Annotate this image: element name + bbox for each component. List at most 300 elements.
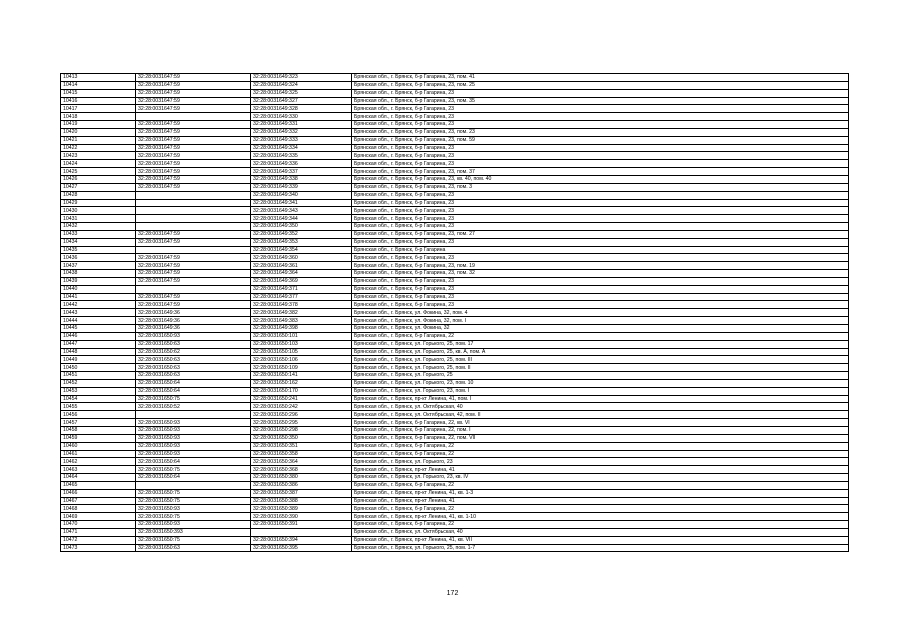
parcel-number-cell: 32:28:0031647:59 xyxy=(136,175,251,183)
address-cell: Брянская обл., г. Брянск, ул. Горького, 25, пом. 1-7 xyxy=(352,544,849,552)
object-number-cell: 32:28:0031649:360 xyxy=(251,254,352,262)
object-number-cell: 32:28:0031649:334 xyxy=(251,144,352,152)
row-number-cell: 10454 xyxy=(61,395,136,403)
table-row xyxy=(61,183,849,191)
row-number-cell: 10439 xyxy=(61,277,136,285)
address-cell: Брянская обл., г. Брянск, б-р Гагарина, 22 xyxy=(352,442,849,450)
row-number-cell: 10437 xyxy=(61,262,136,270)
address-cell: Брянская обл., г. Брянск, б-р Гагарина, 23 xyxy=(352,144,849,152)
address-cell: Брянская обл., г. Брянск, б-р Гагарина, 23 xyxy=(352,191,849,199)
object-number-cell: 32:28:0031650:242 xyxy=(251,403,352,411)
parcel-number-cell: 32:28:0031647:59 xyxy=(136,254,251,262)
address-cell: Брянская обл., г. Брянск, б-р Гагарина, 23 xyxy=(352,254,849,262)
table-row xyxy=(61,160,849,168)
parcel-number-cell: 32:28:0031650:63 xyxy=(136,356,251,364)
parcel-number-cell: 32:28:0031650:93 xyxy=(136,419,251,427)
page-number: 172 xyxy=(446,590,459,597)
table-row xyxy=(61,332,849,340)
row-number-cell: 10419 xyxy=(61,121,136,129)
parcel-number-cell: 32:28:0031647:59 xyxy=(136,105,251,113)
row-number-cell: 10453 xyxy=(61,387,136,395)
object-number-cell: 32:28:0031649:331 xyxy=(251,121,352,129)
parcel-number-cell: 32:28:0031650:75 xyxy=(136,497,251,505)
address-cell: Брянская обл., г. Брянск, б-р Гагарина, 23, пом. 19 xyxy=(352,262,849,270)
records-table-body xyxy=(61,74,849,552)
row-number-cell: 10464 xyxy=(61,474,136,482)
parcel-number-cell: 32:28:0031650:64 xyxy=(136,474,251,482)
address-cell: Брянская обл., г. Брянск, ул. Горького, 23, пом. 10 xyxy=(352,379,849,387)
parcel-number-cell: 32:28:0031647:59 xyxy=(136,144,251,152)
object-number-cell: 32:28:0031649:335 xyxy=(251,152,352,160)
row-number-cell: 10449 xyxy=(61,356,136,364)
row-number-cell: 10417 xyxy=(61,105,136,113)
parcel-number-cell: 32:28:0031650:63 xyxy=(136,340,251,348)
object-number-cell: 32:28:0031649:344 xyxy=(251,215,352,223)
address-cell: Брянская обл., г. Брянск, ул. Фокина, 32, пом. I xyxy=(352,317,849,325)
object-number-cell: 32:28:0031649:361 xyxy=(251,262,352,270)
table-row xyxy=(61,215,849,223)
parcel-number-cell: 32:28:0031650:75 xyxy=(136,395,251,403)
address-cell: Брянская обл., г. Брянск, ул. Октябрьская, 40 xyxy=(352,528,849,536)
address-cell: Брянская обл., г. Брянск, б-р Гагарина, 23 xyxy=(352,301,849,309)
parcel-number-cell: 32:28:0031650:93 xyxy=(136,434,251,442)
object-number-cell: 32:28:0031649:377 xyxy=(251,293,352,301)
table-row xyxy=(61,277,849,285)
object-number-cell: 32:28:0031649:364 xyxy=(251,270,352,278)
parcel-number-cell xyxy=(136,191,251,199)
parcel-number-cell: 32:28:0031647:59 xyxy=(136,230,251,238)
row-number-cell: 10447 xyxy=(61,340,136,348)
parcel-number-cell: 32:28:0031647:59 xyxy=(136,89,251,97)
object-number-cell: 32:28:0031650:162 xyxy=(251,379,352,387)
address-cell: Брянская обл., г. Брянск, б-р Гагарина, 23, кв. 40, пом. 40 xyxy=(352,175,849,183)
address-cell: Брянская обл., г. Брянск, б-р Гагарина, 23, пом. 59 xyxy=(352,136,849,144)
object-number-cell: 32:28:0031650:394 xyxy=(251,536,352,544)
address-cell: Брянская обл., г. Брянск, б-р Гагарина, 22 xyxy=(352,481,849,489)
object-number-cell: 32:28:0031650:364 xyxy=(251,458,352,466)
table-row xyxy=(61,481,849,489)
row-number-cell: 10467 xyxy=(61,497,136,505)
parcel-number-cell: 32:28:0031647:59 xyxy=(136,293,251,301)
parcel-number-cell xyxy=(136,223,251,231)
object-number-cell: 32:28:0031649:398 xyxy=(251,325,352,333)
parcel-number-cell: 32:28:0031650:75 xyxy=(136,489,251,497)
table-row xyxy=(61,426,849,434)
parcel-number-cell: 32:28:0031650:93 xyxy=(136,505,251,513)
object-number-cell: 32:28:0031649:352 xyxy=(251,230,352,238)
parcel-number-cell: 32:28:0031647:59 xyxy=(136,262,251,270)
table-row xyxy=(61,497,849,505)
table-row xyxy=(61,309,849,317)
table-row xyxy=(61,89,849,97)
address-cell: Брянская обл., г. Брянск, ул. Горького, 25, кв. А, пом. А xyxy=(352,348,849,356)
object-number-cell: 32:28:0031649:339 xyxy=(251,183,352,191)
object-number-cell: 32:28:0031649:328 xyxy=(251,105,352,113)
object-number-cell: 32:28:0031650:388 xyxy=(251,497,352,505)
parcel-number-cell: 32:28:0031650:64 xyxy=(136,387,251,395)
table-row xyxy=(61,325,849,333)
address-cell: Брянская обл., г. Брянск, б-р Гагарина, 23 xyxy=(352,121,849,129)
object-number-cell: 32:28:0031649:323 xyxy=(251,74,352,82)
row-number-cell: 10422 xyxy=(61,144,136,152)
parcel-number-cell: 32:28:0031647:59 xyxy=(136,277,251,285)
address-cell: Брянская обл., г. Брянск, б-р Гагарина, 23, пом. 27 xyxy=(352,230,849,238)
row-number-cell: 10461 xyxy=(61,450,136,458)
row-number-cell: 10446 xyxy=(61,332,136,340)
address-cell: Брянская обл., г. Брянск, б-р Гагарина, 23 xyxy=(352,238,849,246)
address-cell: Брянская обл., г. Брянск, б-р Гагарина, 23 xyxy=(352,223,849,231)
object-number-cell: 32:28:0031649:337 xyxy=(251,168,352,176)
address-cell: Брянская обл., г. Брянск, ул. Октябрьская, 40 xyxy=(352,403,849,411)
table-row xyxy=(61,152,849,160)
address-cell: Брянская обл., г. Брянск, ул. Горького, 25, пом. III xyxy=(352,356,849,364)
table-row xyxy=(61,191,849,199)
object-number-cell: 32:28:0031650:350 xyxy=(251,434,352,442)
object-number-cell: 32:28:0031650:387 xyxy=(251,489,352,497)
row-number-cell: 10441 xyxy=(61,293,136,301)
row-number-cell: 10440 xyxy=(61,285,136,293)
row-number-cell: 10459 xyxy=(61,434,136,442)
table-row xyxy=(61,372,849,380)
address-cell: Брянская обл., г. Брянск, б-р Гагарина, 23 xyxy=(352,277,849,285)
object-number-cell: 32:28:0031649:343 xyxy=(251,207,352,215)
object-number-cell: 32:28:0031649:327 xyxy=(251,97,352,105)
row-number-cell: 10425 xyxy=(61,168,136,176)
parcel-number-cell xyxy=(136,285,251,293)
table-row xyxy=(61,230,849,238)
parcel-number-cell: 32:28:0031647:59 xyxy=(136,121,251,129)
address-cell: Брянская обл., г. Брянск, б-р Гагарина, 23 xyxy=(352,207,849,215)
table-row xyxy=(61,105,849,113)
records-table xyxy=(60,73,849,552)
row-number-cell: 10430 xyxy=(61,207,136,215)
address-cell: Брянская обл., г. Брянск, б-р Гагарина, 23 xyxy=(352,199,849,207)
object-number-cell: 32:28:0031649:330 xyxy=(251,113,352,121)
object-number-cell: 32:28:0031650:390 xyxy=(251,513,352,521)
row-number-cell: 10414 xyxy=(61,81,136,89)
table-row xyxy=(61,419,849,427)
address-cell: Брянская обл., г. Брянск, б-р Гагарина, 23, пом. 3 xyxy=(352,183,849,191)
parcel-number-cell: 32:28:0031650:52 xyxy=(136,403,251,411)
table-row xyxy=(61,387,849,395)
table-row xyxy=(61,121,849,129)
object-number-cell: 32:28:0031650:298 xyxy=(251,426,352,434)
table-row xyxy=(61,238,849,246)
table-row xyxy=(61,521,849,529)
table-row xyxy=(61,144,849,152)
row-number-cell: 10463 xyxy=(61,466,136,474)
object-number-cell: 32:28:0031649:325 xyxy=(251,89,352,97)
table-row xyxy=(61,364,849,372)
records-sheet xyxy=(60,73,836,552)
table-row xyxy=(61,458,849,466)
address-cell: Брянская обл., г. Брянск, ул. Горького, 25 xyxy=(352,372,849,380)
parcel-number-cell: 32:28:0031647:59 xyxy=(136,128,251,136)
parcel-number-cell xyxy=(136,215,251,223)
object-number-cell: 32:28:0031650:103 xyxy=(251,340,352,348)
table-row xyxy=(61,81,849,89)
table-row xyxy=(61,403,849,411)
parcel-number-cell: 32:28:0031647:59 xyxy=(136,183,251,191)
object-number-cell: 32:28:0031650:241 xyxy=(251,395,352,403)
parcel-number-cell: 32:28:0031649:36 xyxy=(136,309,251,317)
parcel-number-cell: 32:28:0031647:59 xyxy=(136,270,251,278)
table-row xyxy=(61,74,849,82)
object-number-cell: 32:28:0031649:338 xyxy=(251,175,352,183)
table-row xyxy=(61,442,849,450)
table-row xyxy=(61,113,849,121)
table-row xyxy=(61,505,849,513)
row-number-cell: 10471 xyxy=(61,528,136,536)
object-number-cell: 32:28:0031650:105 xyxy=(251,348,352,356)
table-row xyxy=(61,348,849,356)
address-cell: Брянская обл., г. Брянск, ул. Горького, 23 xyxy=(352,458,849,466)
parcel-number-cell xyxy=(136,207,251,215)
address-cell: Брянская обл., г. Брянск, б-р Гагарина, 23, пом. 32 xyxy=(352,270,849,278)
row-number-cell: 10423 xyxy=(61,152,136,160)
parcel-number-cell: 32:28:0031650:93 xyxy=(136,521,251,529)
address-cell: Брянская обл., г. Брянск, б-р Гагарина, 23, пом. 41 xyxy=(352,74,849,82)
row-number-cell: 10421 xyxy=(61,136,136,144)
table-row xyxy=(61,262,849,270)
address-cell: Брянская обл., г. Брянск, пр-кт Ленина, 41, пом. I xyxy=(352,395,849,403)
address-cell: Брянская обл., г. Брянск, б-р Гагарина, 23, пом. 35 xyxy=(352,97,849,105)
address-cell: Брянская обл., г. Брянск, ул. Фокина, 32, пом. 4 xyxy=(352,309,849,317)
row-number-cell: 10442 xyxy=(61,301,136,309)
address-cell: Брянская обл., г. Брянск, б-р Гагарина, 23, пом. 23 xyxy=(352,128,849,136)
row-number-cell: 10473 xyxy=(61,544,136,552)
object-number-cell: 32:28:0031649:350 xyxy=(251,223,352,231)
address-cell: Брянская обл., г. Брянск, б-р Гагарина, 22 xyxy=(352,450,849,458)
object-number-cell: 32:28:0031649:378 xyxy=(251,301,352,309)
object-number-cell: 32:28:0031650:141 xyxy=(251,372,352,380)
table-row xyxy=(61,536,849,544)
object-number-cell: 32:28:0031649:383 xyxy=(251,317,352,325)
address-cell: Брянская обл., г. Брянск, ул. Фокина, 32 xyxy=(352,325,849,333)
parcel-number-cell xyxy=(136,481,251,489)
row-number-cell: 10455 xyxy=(61,403,136,411)
object-number-cell: 32:28:0031649:369 xyxy=(251,277,352,285)
object-number-cell: 32:28:0031650:368 xyxy=(251,466,352,474)
row-number-cell: 10460 xyxy=(61,442,136,450)
row-number-cell: 10433 xyxy=(61,230,136,238)
row-number-cell: 10445 xyxy=(61,325,136,333)
row-number-cell: 10443 xyxy=(61,309,136,317)
row-number-cell: 10451 xyxy=(61,372,136,380)
row-number-cell: 10470 xyxy=(61,521,136,529)
row-number-cell: 10436 xyxy=(61,254,136,262)
table-row xyxy=(61,285,849,293)
object-number-cell: 32:28:0031649:354 xyxy=(251,246,352,254)
parcel-number-cell xyxy=(136,113,251,121)
row-number-cell: 10465 xyxy=(61,481,136,489)
object-number-cell: 32:28:0031649:341 xyxy=(251,199,352,207)
address-cell: Брянская обл., г. Брянск, б-р Гагарина, 22, кв. VI xyxy=(352,419,849,427)
address-cell: Брянская обл., г. Брянск, пр-кт Ленина, 41 xyxy=(352,497,849,505)
row-number-cell: 10462 xyxy=(61,458,136,466)
address-cell: Брянская обл., г. Брянск, пр-кт Ленина, 41 xyxy=(352,466,849,474)
row-number-cell: 10435 xyxy=(61,246,136,254)
table-row xyxy=(61,395,849,403)
table-row xyxy=(61,489,849,497)
row-number-cell: 10413 xyxy=(61,74,136,82)
parcel-number-cell: 32:28:0031650:63 xyxy=(136,372,251,380)
parcel-number-cell: 32:28:0031649:36 xyxy=(136,325,251,333)
parcel-number-cell xyxy=(136,246,251,254)
address-cell: Брянская обл., г. Брянск, ул. Октябрьская, 42, пом. II xyxy=(352,411,849,419)
row-number-cell: 10424 xyxy=(61,160,136,168)
address-cell: Брянская обл., г. Брянск, б-р Гагарина, 23 xyxy=(352,105,849,113)
parcel-number-cell xyxy=(136,199,251,207)
address-cell: Брянская обл., г. Брянск, б-р Гагарина, 23 xyxy=(352,293,849,301)
parcel-number-cell: 32:28:0031647:59 xyxy=(136,152,251,160)
address-cell: Брянская обл., г. Брянск, б-р Гагарина, 22, пом. VII xyxy=(352,434,849,442)
table-row xyxy=(61,513,849,521)
parcel-number-cell: 32:28:0031650:63 xyxy=(136,544,251,552)
address-cell: Брянская обл., г. Брянск, пр-кт Ленина, 41, кв. 1-3 xyxy=(352,489,849,497)
address-cell: Брянская обл., г. Брянск, б-р Гагарина, 23, пом. 37 xyxy=(352,168,849,176)
row-number-cell: 10416 xyxy=(61,97,136,105)
row-number-cell: 10452 xyxy=(61,379,136,387)
address-cell: Брянская обл., г. Брянск, б-р Гагарина, 22 xyxy=(352,521,849,529)
table-row xyxy=(61,528,849,536)
parcel-number-cell: 32:28:0031650:393 xyxy=(136,528,251,536)
row-number-cell: 10434 xyxy=(61,238,136,246)
object-number-cell: 32:28:0031650:296 xyxy=(251,411,352,419)
row-number-cell: 10438 xyxy=(61,270,136,278)
address-cell: Брянская обл., г. Брянск, б-р Гагарина, 23 xyxy=(352,113,849,121)
table-row xyxy=(61,301,849,309)
row-number-cell: 10427 xyxy=(61,183,136,191)
table-row xyxy=(61,223,849,231)
object-number-cell: 32:28:0031649:340 xyxy=(251,191,352,199)
table-row xyxy=(61,450,849,458)
row-number-cell: 10468 xyxy=(61,505,136,513)
address-cell: Брянская обл., г. Брянск, б-р Гагарина xyxy=(352,246,849,254)
address-cell: Брянская обл., г. Брянск, б-р Гагарина, 23 xyxy=(352,89,849,97)
address-cell: Брянская обл., г. Брянск, б-р Гагарина, 22, пом. I xyxy=(352,426,849,434)
object-number-cell: 32:28:0031649:353 xyxy=(251,238,352,246)
row-number-cell: 10444 xyxy=(61,317,136,325)
parcel-number-cell: 32:28:0031647:59 xyxy=(136,238,251,246)
address-cell: Брянская обл., г. Брянск, б-р Гагарина, 23 xyxy=(352,152,849,160)
parcel-number-cell: 32:28:0031650:93 xyxy=(136,442,251,450)
object-number-cell: 32:28:0031650:170 xyxy=(251,387,352,395)
row-number-cell: 10472 xyxy=(61,536,136,544)
object-number-cell: 32:28:0031649:371 xyxy=(251,285,352,293)
table-row xyxy=(61,340,849,348)
object-number-cell: 32:28:0031650:106 xyxy=(251,356,352,364)
object-number-cell: 32:28:0031650:380 xyxy=(251,474,352,482)
address-cell: Брянская обл., г. Брянск, б-р Гагарина, 23, пом. 25 xyxy=(352,81,849,89)
parcel-number-cell: 32:28:0031650:93 xyxy=(136,426,251,434)
row-number-cell: 10420 xyxy=(61,128,136,136)
parcel-number-cell: 32:28:0031649:36 xyxy=(136,317,251,325)
address-cell: Брянская обл., г. Брянск, б-р Гагарина, 23 xyxy=(352,285,849,293)
address-cell: Брянская обл., г. Брянск, б-р Гагарина, 22 xyxy=(352,505,849,513)
parcel-number-cell: 32:28:0031650:64 xyxy=(136,458,251,466)
address-cell: Брянская обл., г. Брянск, пр-кт Ленина, 41, кв. VII xyxy=(352,536,849,544)
parcel-number-cell: 32:28:0031650:93 xyxy=(136,450,251,458)
address-cell: Брянская обл., г. Брянск, ул. Горького, 23, пом. I xyxy=(352,387,849,395)
address-cell: Брянская обл., г. Брянск, пр-кт Ленина, 41, кв. 1-10 xyxy=(352,513,849,521)
object-number-cell: 32:28:0031650:358 xyxy=(251,450,352,458)
object-number-cell: 32:28:0031650:391 xyxy=(251,521,352,529)
row-number-cell: 10456 xyxy=(61,411,136,419)
parcel-number-cell: 32:28:0031647:59 xyxy=(136,136,251,144)
parcel-number-cell: 32:28:0031650:75 xyxy=(136,536,251,544)
address-cell: Брянская обл., г. Брянск, б-р Гагарина, 23 xyxy=(352,215,849,223)
object-number-cell: 32:28:0031650:101 xyxy=(251,332,352,340)
parcel-number-cell: 32:28:0031647:59 xyxy=(136,301,251,309)
table-row xyxy=(61,175,849,183)
table-row xyxy=(61,293,849,301)
object-number-cell: 32:28:0031649:324 xyxy=(251,81,352,89)
parcel-number-cell: 32:28:0031650:63 xyxy=(136,364,251,372)
parcel-number-cell: 32:28:0031647:59 xyxy=(136,97,251,105)
row-number-cell: 10429 xyxy=(61,199,136,207)
parcel-number-cell: 32:28:0031650:75 xyxy=(136,513,251,521)
object-number-cell: 32:28:0031649:382 xyxy=(251,309,352,317)
object-number-cell xyxy=(251,528,352,536)
parcel-number-cell: 32:28:0031650:75 xyxy=(136,466,251,474)
row-number-cell: 10457 xyxy=(61,419,136,427)
table-row xyxy=(61,474,849,482)
row-number-cell: 10458 xyxy=(61,426,136,434)
parcel-number-cell: 32:28:0031647:59 xyxy=(136,168,251,176)
row-number-cell: 10426 xyxy=(61,175,136,183)
table-row xyxy=(61,128,849,136)
table-row xyxy=(61,356,849,364)
table-row xyxy=(61,434,849,442)
address-cell: Брянская обл., г. Брянск, б-р Гагарина, 22 xyxy=(352,332,849,340)
object-number-cell: 32:28:0031650:109 xyxy=(251,364,352,372)
row-number-cell: 10450 xyxy=(61,364,136,372)
table-row xyxy=(61,379,849,387)
parcel-number-cell: 32:28:0031650:93 xyxy=(136,332,251,340)
table-row xyxy=(61,544,849,552)
address-cell: Брянская обл., г. Брянск, ул. Горького, 25, пом. II xyxy=(352,364,849,372)
table-row xyxy=(61,254,849,262)
table-row xyxy=(61,411,849,419)
table-row xyxy=(61,207,849,215)
object-number-cell: 32:28:0031650:386 xyxy=(251,481,352,489)
row-number-cell: 10431 xyxy=(61,215,136,223)
row-number-cell: 10466 xyxy=(61,489,136,497)
parcel-number-cell: 32:28:0031650:62 xyxy=(136,348,251,356)
row-number-cell: 10415 xyxy=(61,89,136,97)
parcel-number-cell: 32:28:0031647:59 xyxy=(136,74,251,82)
parcel-number-cell: 32:28:0031647:59 xyxy=(136,160,251,168)
table-row xyxy=(61,136,849,144)
table-row xyxy=(61,199,849,207)
table-row xyxy=(61,270,849,278)
parcel-number-cell: 32:28:0031647:59 xyxy=(136,81,251,89)
row-number-cell: 10448 xyxy=(61,348,136,356)
row-number-cell: 10432 xyxy=(61,223,136,231)
object-number-cell: 32:28:0031650:351 xyxy=(251,442,352,450)
parcel-number-cell: 32:28:0031650:64 xyxy=(136,379,251,387)
row-number-cell: 10418 xyxy=(61,113,136,121)
object-number-cell: 32:28:0031650:389 xyxy=(251,505,352,513)
address-cell: Брянская обл., г. Брянск, б-р Гагарина, 23 xyxy=(352,160,849,168)
object-number-cell: 32:28:0031649:333 xyxy=(251,136,352,144)
table-row xyxy=(61,168,849,176)
address-cell: Брянская обл., г. Брянск, ул. Горького, 25, пом. 17 xyxy=(352,340,849,348)
table-row xyxy=(61,317,849,325)
object-number-cell: 32:28:0031649:336 xyxy=(251,160,352,168)
object-number-cell: 32:28:0031650:395 xyxy=(251,544,352,552)
